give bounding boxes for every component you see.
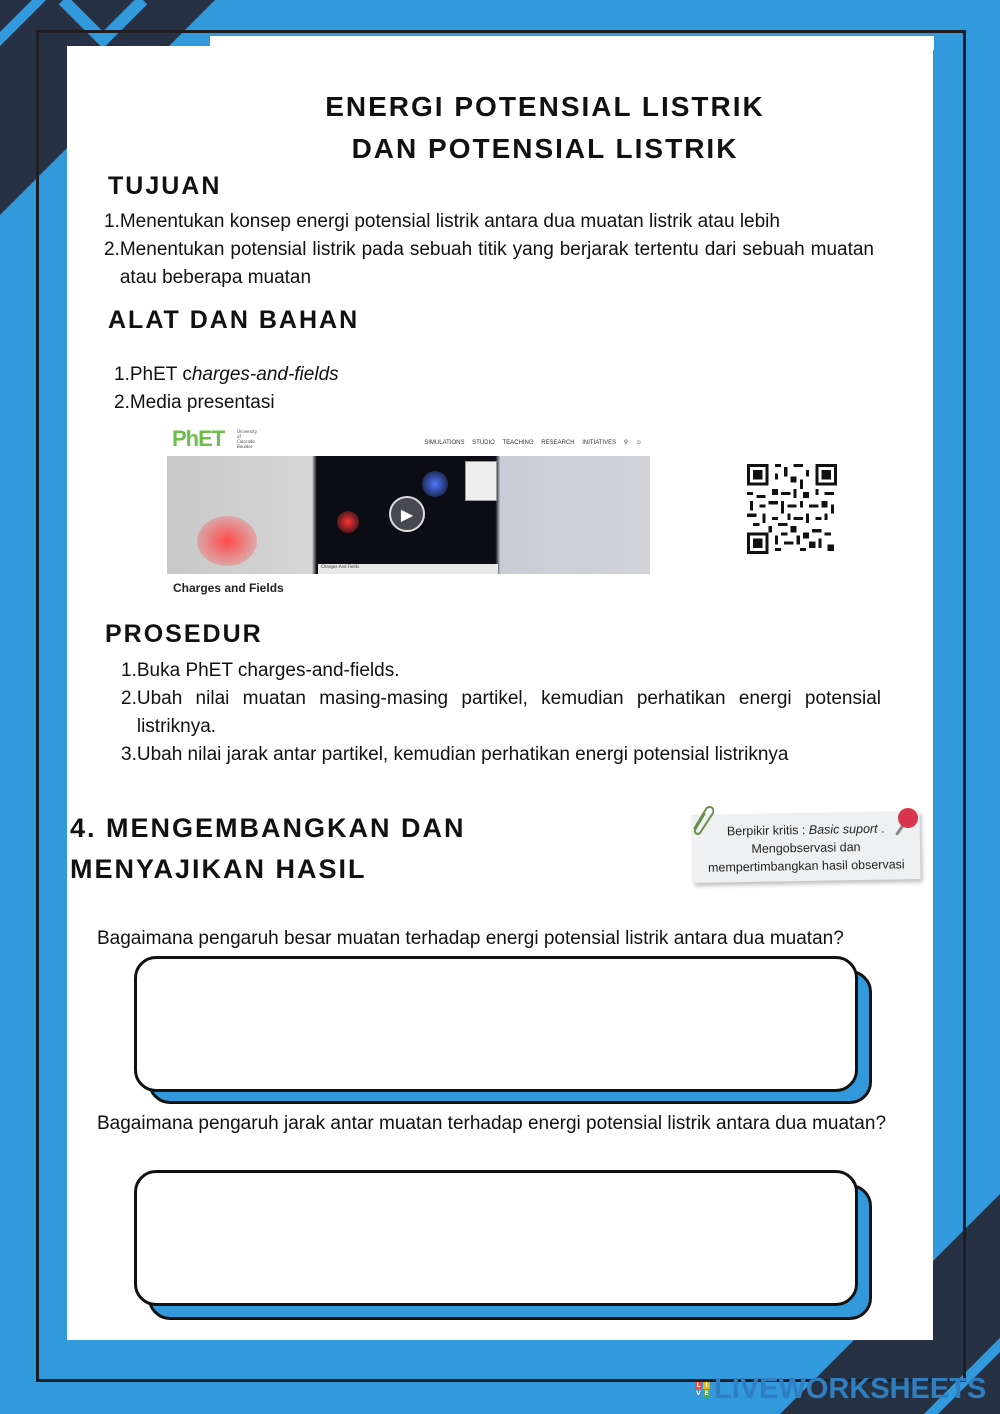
question-2: Bagaimana pengaruh jarak antar muatan terhadap energi potensial listrik antara dua muatan?	[97, 1113, 887, 1134]
qr-code-icon	[747, 464, 837, 554]
nav-initiatives[interactable]: INITIATIVES	[582, 440, 617, 446]
list-number: 2.	[114, 392, 130, 413]
answer-input-2[interactable]	[134, 1170, 858, 1306]
liveworksheets-logo-icon: L I V E	[696, 1381, 709, 1397]
prosedur-heading: PROSEDUR	[105, 620, 263, 648]
worksheet-paper-tab	[210, 36, 934, 50]
tujuan-heading: TUJUAN	[108, 172, 222, 200]
note-line2: Mengobservasi dan	[751, 840, 861, 856]
paperclip-icon	[688, 803, 714, 835]
list-number: 2.	[121, 688, 137, 709]
nav-research[interactable]: RESEARCH	[541, 440, 575, 446]
sim-footer: Charges And Fields	[318, 564, 498, 574]
list-item	[121, 685, 881, 741]
blurred-charge-red	[197, 516, 257, 566]
sim-control-panel	[465, 461, 497, 501]
note-suffix: .	[877, 821, 885, 836]
list-text: Buka PhET charges-and-fields.	[136, 660, 400, 681]
list-text-italic: harges-and-fields	[191, 364, 339, 385]
section4-heading-line2: MENYAJIKAN HASIL	[70, 854, 367, 884]
play-icon[interactable]: ▶	[389, 496, 425, 532]
critical-thinking-note	[691, 811, 920, 883]
section4-heading	[70, 808, 530, 890]
list-item	[121, 741, 881, 769]
list-item	[104, 236, 874, 292]
page-title-line1: ENERGI POTENSIAL LISTRIK	[325, 91, 765, 122]
simulation-preview	[167, 456, 650, 574]
list-number: 1.	[104, 211, 120, 232]
note-line3: mempertimbangkan hasil observasi	[707, 857, 905, 875]
liveworksheets-text: LIVEWORKSHEETS	[714, 1372, 987, 1405]
list-text: Menentukan konsep energi potensial listrik antara dua muatan listrik atau lebih	[119, 211, 780, 232]
list-item	[104, 208, 874, 236]
section4-heading-line1: 4. MENGEMBANGKAN DAN	[70, 813, 466, 843]
prosedur-list	[121, 657, 881, 769]
page-title-line2: DAN POTENSIAL LISTRIK	[351, 133, 739, 164]
phet-logo: PhET	[172, 426, 225, 451]
phet-nav	[418, 439, 642, 446]
nav-teaching[interactable]: TEACHING	[502, 440, 534, 446]
search-icon[interactable]: ⚲	[623, 440, 629, 446]
charge-blue	[422, 471, 448, 497]
list-text: Ubah nilai muatan masing-masing partikel, kemudian perhatikan energi potensial listriknya.	[136, 688, 881, 737]
list-item	[114, 389, 514, 417]
list-number: 1.	[114, 364, 130, 385]
phet-header	[167, 421, 650, 456]
user-icon[interactable]: ☺	[635, 440, 642, 446]
question-1: Bagaimana pengaruh besar muatan terhadap energi potensial listrik antara dua muatan?	[97, 928, 844, 949]
list-text: PhET c	[129, 364, 192, 385]
page-title	[300, 86, 790, 170]
university-logo-text: University of Colorado Boulder	[237, 429, 258, 449]
nav-studio[interactable]: STUDIO	[472, 440, 495, 446]
list-item	[121, 657, 881, 685]
screenshot-caption: Charges and Fields	[173, 581, 284, 595]
list-number: 1.	[121, 660, 137, 681]
push-pin-icon	[898, 808, 918, 828]
list-text: Ubah nilai jarak antar partikel, kemudian perhatikan energi potensial listriknya	[136, 744, 789, 765]
alat-heading: ALAT DAN BAHAN	[108, 306, 360, 334]
alat-list	[114, 361, 514, 417]
list-text: Menentukan potensial listrik pada sebuah titik yang berjarak tertentu dari sebuah muatan atau beberapa muatan	[119, 239, 874, 288]
tujuan-list	[104, 208, 874, 292]
liveworksheets-watermark[interactable]	[695, 1374, 986, 1404]
phet-screenshot[interactable]	[167, 421, 650, 599]
list-number: 2.	[104, 239, 120, 260]
list-item	[114, 361, 514, 389]
list-number: 3.	[121, 744, 137, 765]
note-prefix: Berpikir kritis :	[726, 822, 809, 839]
nav-simulations[interactable]: SIMULATIONS	[424, 440, 465, 446]
list-text: Media presentasi	[129, 392, 275, 413]
answer-input-1[interactable]	[134, 956, 858, 1092]
charge-red	[337, 511, 359, 533]
note-italic: Basic suport	[808, 821, 878, 837]
